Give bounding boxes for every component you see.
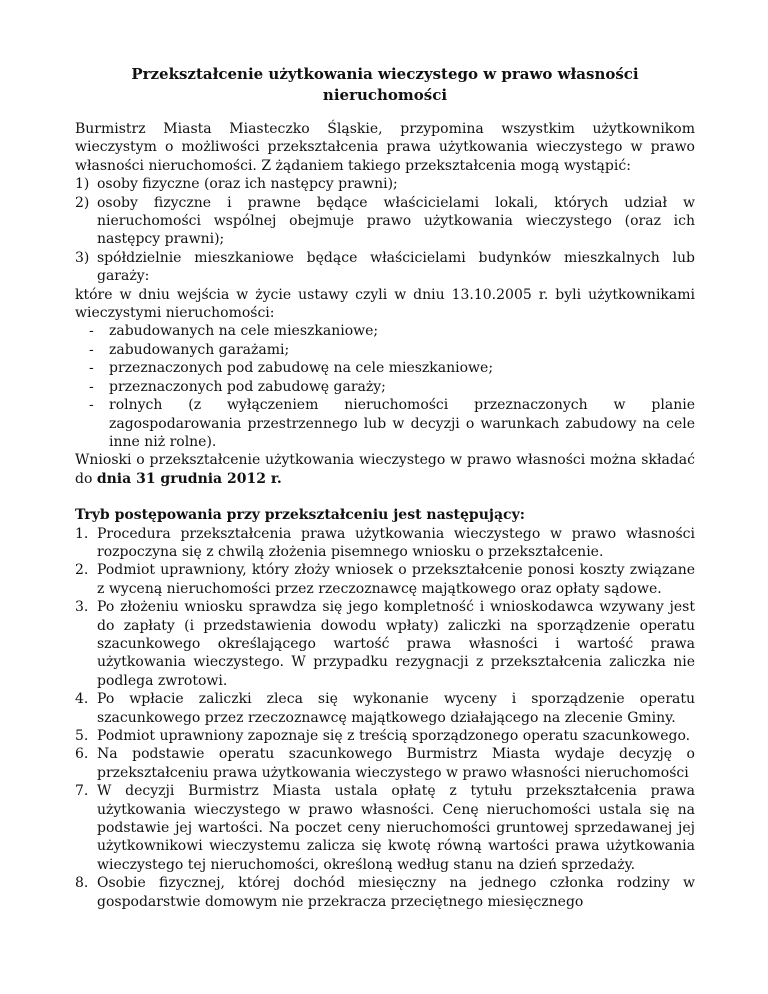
list-item: [75, 525, 695, 562]
list-item: - przeznaczonych pod zabudowę garaży;: [75, 378, 695, 396]
list-item-text: W decyzji Burmistrz Miasta ustala opłatę z tytułu przekształcenia prawa użytkowania wieczystego w prawo własności. Cenę nieruchomości ustala się na podstawie jej wartości. Na poczet ceny nieruchomości gruntowej sprzedawanej jej użytkownikowi wieczystemu zalicza się kwotę równą wartości prawa użytkowania wieczystego tej nieruchomości, określoną według stanu na dzień sprzedaży.: [97, 783, 695, 873]
procedure-heading: Tryb postępowania przy przekształceniu jest następujący:: [75, 507, 525, 524]
list-item-number: 4.: [75, 691, 89, 708]
document-body: [75, 120, 695, 911]
list-item: [75, 727, 695, 745]
list-item: [75, 249, 695, 286]
list-item-text: przeznaczonych pod zabudowę na cele mieszkaniowe;: [109, 360, 494, 377]
list-item-text: Na podstawie operatu szacunkowego Burmistrz Miasta wydaje decyzję o przekształceniu prawa użytkowania wieczystego w prawo własności nieruchomości: [97, 746, 695, 781]
list-item: [75, 782, 695, 874]
list-item: [75, 874, 695, 911]
list-item: - przeznaczonych pod zabudowę na cele mieszkaniowe;: [75, 359, 695, 377]
list-item-text: zabudowanych na cele mieszkaniowe;: [109, 323, 379, 340]
procedure-list: [75, 525, 695, 912]
list-item-text: Podmiot uprawniony zapoznaje się z treścią sporządzonego operatu szacunkowego.: [97, 728, 691, 744]
list-item: - zabudowanych na cele mieszkaniowe;: [75, 322, 695, 340]
property-types-list: [75, 322, 695, 451]
intro-paragraph: Burmistrz Miasta Miasteczko Śląskie, przypomina wszystkim użytkownikom wieczystym o możliwości przekształcenia prawa użytkowania wieczystego w prawo własności nieruchomości. Z żądaniem takiego przekształcenia mogą wystąpić:: [75, 121, 695, 174]
list-item-text: Podmiot uprawniony, który złoży wniosek o przekształcenie ponosi koszty związane z wyceną nieruchomości przez rzeczoznawcę majątkowego oraz opłaty sądowe.: [97, 562, 695, 597]
list-item-text: Po złożeniu wniosku sprawdza się jego kompletność i wnioskodawca wzywany jest do zapłaty (i przedstawienia dowodu wpłaty) zaliczki na sporządzenie operatu szacunkowego określającego wartość prawa własności i wartość prawa użytkowania wieczystego. W przypadku rezygnacji z przekształcenia zaliczka nie podlega zwrotowi.: [97, 599, 695, 689]
list-item-number: 2): [75, 194, 90, 211]
list-item-text: spółdzielnie mieszkaniowe będące właścicielami budynków mieszkalnych lub garaży:: [97, 249, 695, 285]
list-item-text: osoby fizyczne i prawne będące właścicielami lokali, których udział w nieruchomości wspólnej obejmuje prawo użytkowania wieczystego (oraz ich następcy prawni);: [97, 194, 695, 248]
list-item: [75, 175, 695, 193]
list-item-text: Osobie fizycznej, której dochód miesięczny na jednego członka rodziny w gospodarstwie domowym nie przekracza przeciętnego miesięcznego: [97, 875, 695, 910]
list-item: [75, 690, 695, 727]
list-item: - zabudowanych garażami;: [75, 341, 695, 359]
list-item-number: 3): [75, 249, 90, 266]
list-item-text: przeznaczonych pod zabudowę garaży;: [109, 378, 386, 395]
condition-paragraph: które w dniu wejścia w życie ustawy czyli w dniu 13.10.2005 r. byli użytkownikami wieczystymi nieruchomości:: [75, 286, 695, 322]
list-item-number: 8.: [75, 875, 89, 892]
list-item-number: 3.: [75, 599, 89, 616]
list-item-number: 2.: [75, 562, 89, 579]
list-item-text: Po wpłacie zaliczki zleca się wykonanie wyceny i sporządzenie operatu szacunkowego przez rzeczoznawcę majątkowego działającego na zlecenie Gminy.: [97, 691, 695, 726]
list-item: [75, 598, 695, 690]
list-item-text: osoby fizyczne (oraz ich następcy prawni);: [97, 176, 398, 193]
list-item-text: zabudowanych garażami;: [109, 341, 290, 358]
applicants-list: [75, 175, 695, 285]
list-item: - rolnych (z wyłączeniem nieruchomości przeznaczonych w planie zagospodarowania przestrzennego lub w decyzji o warunkach zabudowy na cele inne niż rolne).: [89, 397, 695, 450]
list-item-number: 6.: [75, 746, 89, 763]
list-item-number: 1): [75, 176, 90, 193]
list-item-number: 5.: [75, 728, 89, 744]
deadline-paragraph: [75, 451, 695, 488]
list-item: [75, 561, 695, 598]
list-item-text: rolnych (z wyłączeniem nieruchomości przeznaczonych w planie zagospodarowania przestrzennego lub w decyzji o warunkach zabudowy na cele inne niż rolne).: [109, 397, 695, 450]
list-item: [75, 194, 695, 249]
list-item-number: 7.: [75, 783, 89, 800]
list-item-text: Procedura przekształcenia prawa użytkowania wieczystego w prawo własności rozpoczyna się z chwilą złożenia pisemnego wniosku o przekształcenie.: [97, 525, 695, 560]
list-item: [75, 745, 695, 782]
deadline-date: dnia 31 grudnia 2012 r.: [96, 470, 282, 487]
document-title: Przekształcenie użytkowania wieczystego w prawo własności nieruchomości: [131, 65, 639, 104]
deadline-text: Wnioski o przekształcenie użytkowania wieczystego w prawo własności można składać do: [75, 452, 695, 487]
list-item-number: 1.: [75, 525, 89, 542]
